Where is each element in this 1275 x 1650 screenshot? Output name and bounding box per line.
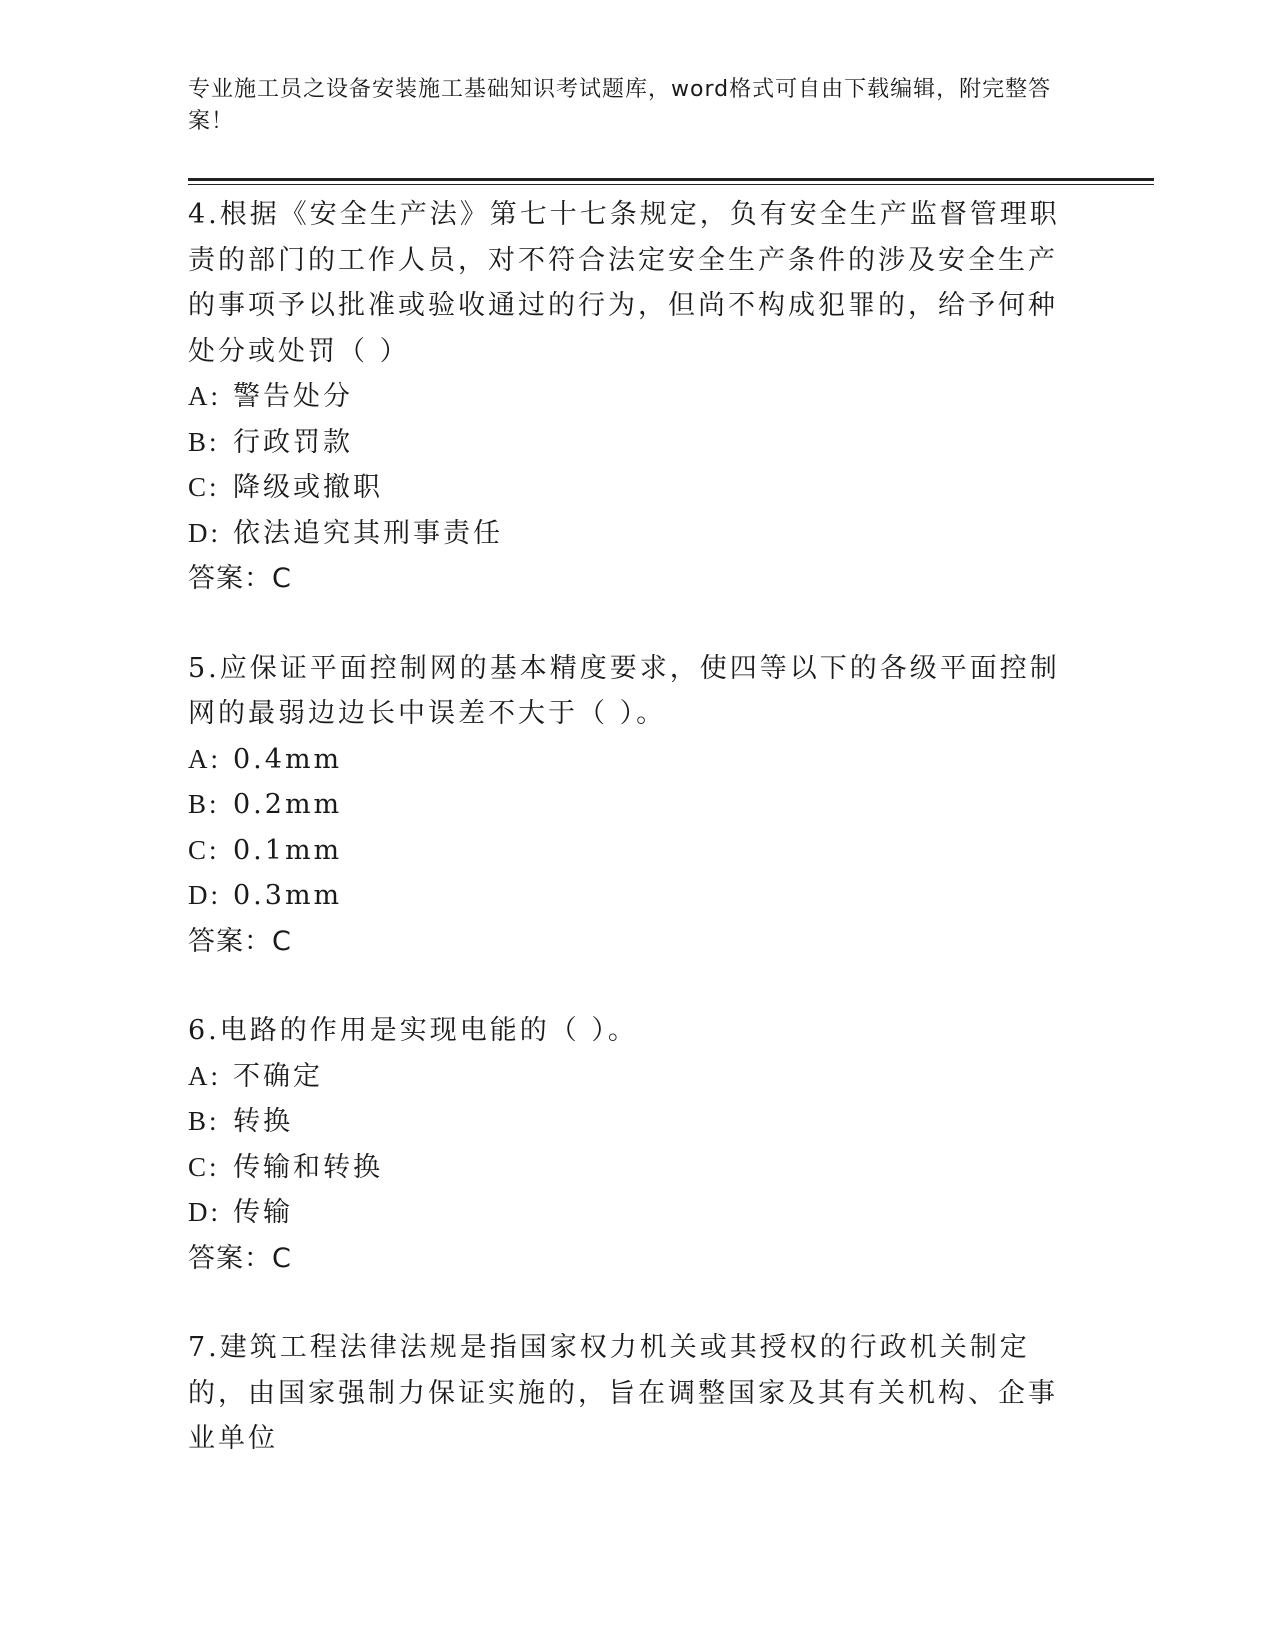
option-text: 降级或撤职 [233, 472, 383, 503]
option-text: 传输 [233, 1197, 293, 1228]
answer-line: 答案：C [188, 1242, 292, 1274]
option-text: 警告处分 [233, 381, 353, 412]
option-text: 0.1mm [233, 834, 343, 866]
answer-line: 答案：C [188, 925, 292, 957]
option-c [188, 465, 1068, 511]
option-text: 0.3mm [233, 880, 343, 911]
question-text: 6.电路的作用是实现电能的（ ）。 [188, 1015, 638, 1046]
document-header [188, 74, 1068, 138]
option-d [188, 1190, 1068, 1236]
question-text: 4.根据《安全生产法》第七十七条规定，负有安全生产监督管理职责的部门的工作人员，对不符合法定安全生产条件的涉及安全生产的事项予以批准或验收通过的行为，但尚不构成犯罪的，给予何种处分或处罚（ ） [188, 199, 1060, 367]
option-letter: B: [188, 1106, 220, 1136]
option-text: 行政罚款 [233, 426, 353, 458]
option-d [188, 873, 1068, 919]
option-a [188, 737, 1068, 783]
option-c [188, 828, 1068, 874]
option-b [188, 420, 1068, 466]
option-d [188, 511, 1068, 557]
option-letter: D: [188, 880, 221, 910]
header-divider-thin [188, 184, 1154, 185]
option-b [188, 1099, 1068, 1145]
question-list [188, 192, 1068, 1506]
question-4 [188, 192, 1068, 602]
option-letter: A: [188, 743, 221, 774]
option-letter: D: [188, 1197, 221, 1227]
option-text: 依法追究其刑事责任 [233, 517, 503, 549]
option-a [188, 1054, 1068, 1100]
option-letter: C: [188, 1151, 220, 1182]
option-b [188, 782, 1068, 828]
question-text: 5.应保证平面控制网的基本精度要求，使四等以下的各级平面控制网的最弱边边长中误差不大于（ ）。 [188, 652, 1060, 729]
answer-line: 答案：C [188, 563, 292, 594]
option-text: 0.2mm [233, 789, 343, 820]
header-divider-thick [188, 178, 1154, 181]
option-letter: D: [188, 517, 221, 548]
question-7 [188, 1325, 1068, 1462]
option-letter: C: [188, 834, 220, 865]
option-c [188, 1145, 1068, 1191]
option-letter: A: [188, 1060, 221, 1091]
option-text: 不确定 [233, 1060, 323, 1092]
option-text: 转换 [233, 1106, 293, 1137]
question-5 [188, 646, 1068, 965]
option-text: 0.4mm [233, 743, 343, 775]
option-letter: A: [188, 381, 221, 411]
option-a [188, 374, 1068, 420]
option-letter: B: [188, 789, 220, 819]
header-title: 专业施工员之设备安装施工基础知识考试题库，word格式可自由下载编辑，附完整答案！ [188, 77, 1052, 134]
question-6 [188, 1008, 1068, 1281]
option-letter: C: [188, 472, 220, 502]
question-text: 7.建筑工程法律法规是指国家权力机关或其授权的行政机关制定的，由国家强制力保证实施的，旨在调整国家及其有关机构、企事业单位 [188, 1332, 1058, 1454]
option-text: 传输和转换 [233, 1151, 383, 1183]
option-letter: B: [188, 426, 220, 457]
